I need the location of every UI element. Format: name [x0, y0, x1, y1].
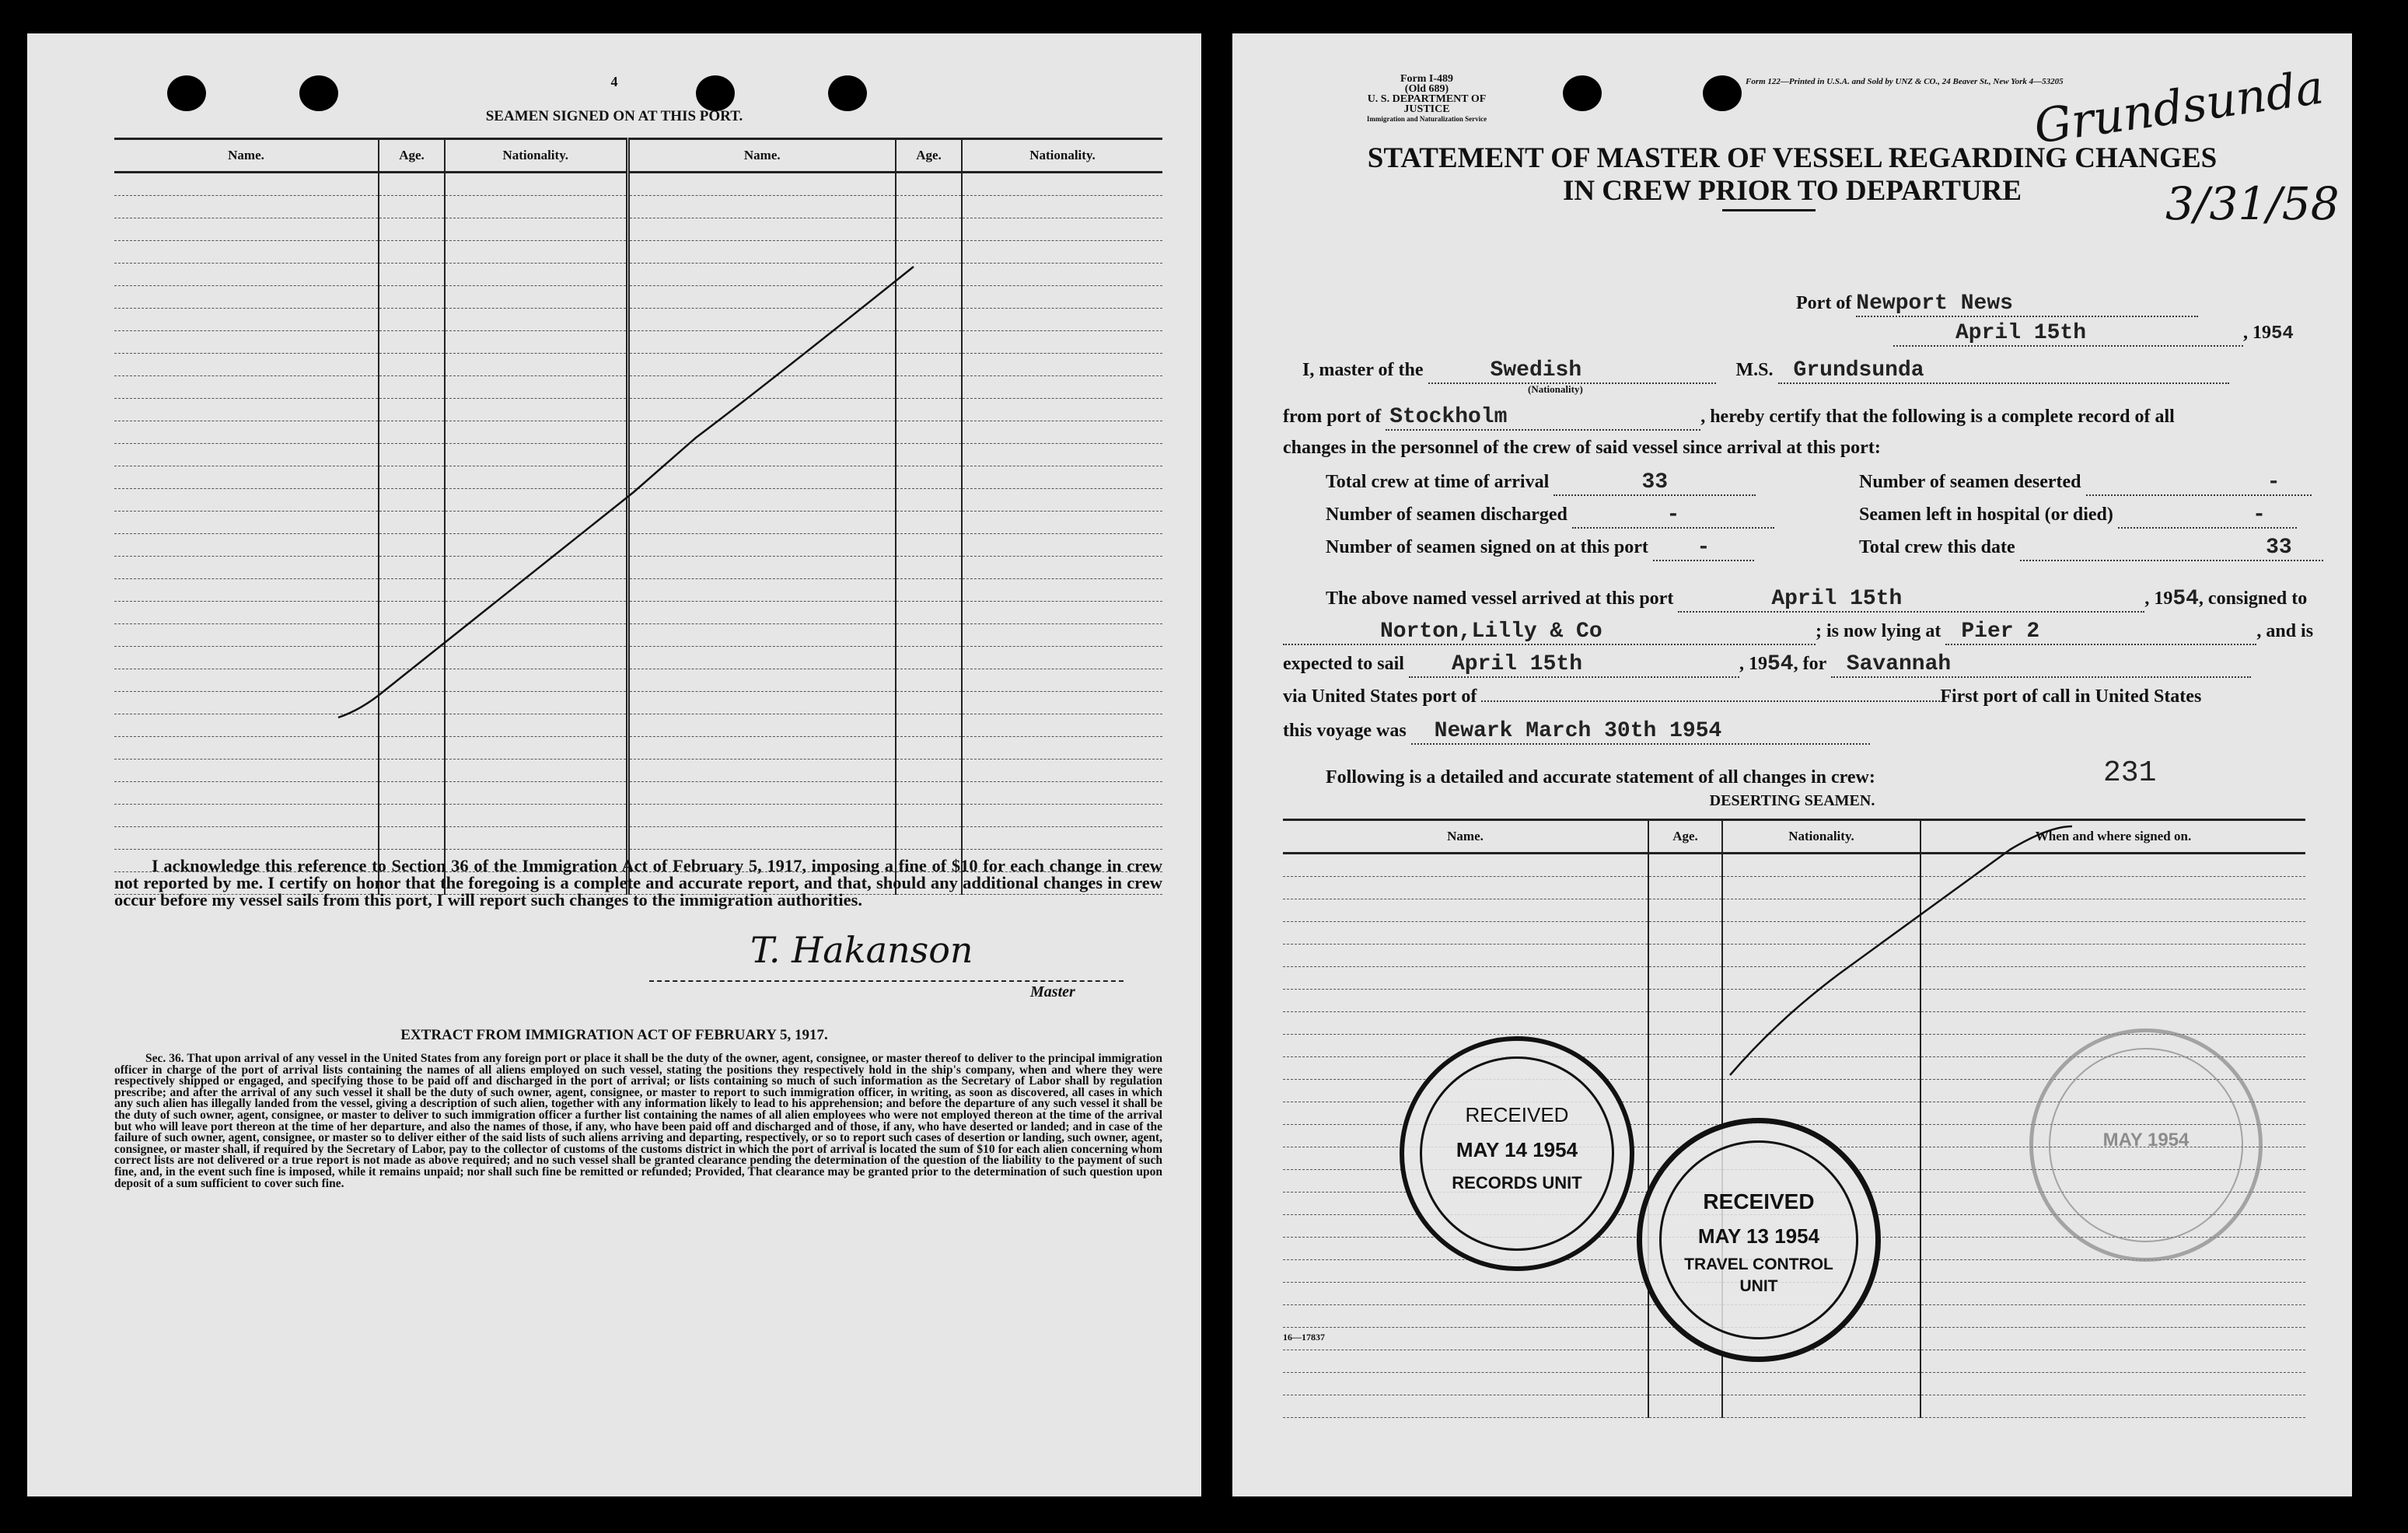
- and-is-label: , and is: [2256, 621, 2314, 641]
- arrived-row: The above named vessel arrived at this port April 15th , 1954, consigned to: [1326, 587, 2308, 611]
- year-suffix: 54: [2271, 323, 2294, 344]
- table-cell: [114, 827, 379, 850]
- first-port-label: First port of call in United States: [1940, 686, 2202, 707]
- col-name: Name.: [114, 139, 379, 173]
- handwritten-date: 3/31/58: [2165, 177, 2340, 230]
- col-name: Name.: [1283, 820, 1648, 854]
- table-cell: [1920, 1305, 2305, 1328]
- void-line: [27, 33, 1201, 811]
- extract-title: EXTRACT FROM IMMIGRATION ACT OF FEBRUARY 5, 1917.: [400, 1027, 828, 1043]
- stat-label: Seamen left in hospital (or died): [1859, 505, 2113, 525]
- signature-line: [649, 980, 1124, 982]
- nationality-value: Swedish: [1428, 358, 1716, 384]
- vessel-name: Grundsunda: [1778, 358, 2229, 384]
- changes-text: changes in the personnel of the crew of said vessel since arrival at this port:: [1283, 438, 1881, 458]
- consigned-label: , consigned to: [2198, 588, 2308, 609]
- table-cell: [1283, 1260, 1648, 1283]
- voyage-label: this voyage was: [1283, 721, 1407, 741]
- table-cell: [1283, 1373, 1648, 1395]
- stat-label: Number of seamen deserted: [1859, 472, 2081, 492]
- table-cell: [1283, 1350, 1648, 1373]
- table-title: SEAMEN SIGNED ON AT THIS PORT.: [485, 108, 743, 124]
- col-nationality: Nationality.: [445, 139, 627, 173]
- table-cell: [1283, 1305, 1648, 1328]
- stat-value: 33: [1553, 470, 1756, 496]
- stamp-date: MAY 13 1954: [1697, 1224, 1820, 1248]
- col-nationality: Nationality.: [1722, 820, 1920, 854]
- for-label: , for: [1793, 654, 1826, 674]
- table-cell: [445, 827, 627, 850]
- table-cell: [1920, 1395, 2305, 1418]
- table-cell: [1920, 1373, 2305, 1395]
- acknowledgement-text: I acknowledge this reference to Section 36 of the Immigration Act of February 5, 1917, imposing a fine of $10 for each change in crew not reported by me. I certify on honor that the foregoing is a complete and accurate report, and that, should any additional changes in crew occur before my vessel sails from this port, I will report such changes to the immigration authorities.: [114, 856, 1162, 910]
- table-cell: [1920, 1328, 2305, 1350]
- via-label: via United States port of: [1283, 686, 1477, 707]
- table-cell: [627, 827, 896, 850]
- following-label: Following is a detailed and accurate statement of all changes in crew:: [1326, 767, 1875, 787]
- stat-label: Number of seamen signed on at this port: [1326, 537, 1648, 557]
- stat-label: Total crew at time of arrival: [1326, 472, 1550, 492]
- stamp-unit: TRAVEL CONTROL: [1684, 1255, 1833, 1273]
- title-line-2: IN CREW PRIOR TO DEPARTURE: [1562, 175, 2022, 207]
- master-signature: T. Hakanson: [750, 929, 973, 971]
- deserting-title: DESERTING SEAMEN.: [1709, 792, 1875, 809]
- table-cell: [1648, 1350, 1722, 1373]
- master-of-label: I, master of the: [1302, 360, 1424, 380]
- table-cell: [1648, 1373, 1722, 1395]
- stat-value: -: [1653, 536, 1754, 561]
- table-cell: [1920, 1350, 2305, 1373]
- printer-note: Form 122—Printed in U.S.A. and Sold by UNZ & CO., 24 Beaver St., New York 4—53205: [1746, 77, 2064, 86]
- table-cell: [1920, 1260, 2305, 1283]
- for-value: Savannah: [1831, 652, 2251, 678]
- table-row: [1283, 1373, 2305, 1395]
- port-value: Newport News: [1856, 292, 2198, 317]
- stamp-unit: UNIT: [1739, 1277, 1778, 1295]
- left-page: [27, 33, 1201, 1496]
- lying-value: Pier 2: [1945, 620, 2256, 645]
- arrived-value: April 15th: [1678, 587, 2144, 613]
- col-name: Name.: [627, 139, 896, 173]
- stamp-received: RECEIVED: [1465, 1103, 1569, 1126]
- stamp-unit: RECORDS UNIT: [1452, 1173, 1582, 1193]
- year-prefix: 19: [1748, 654, 1767, 674]
- year-prefix: 19: [2154, 588, 2173, 609]
- form-id: Form I-489: [1400, 73, 1454, 85]
- extract-text: That upon arrival of any vessel in the United States from any foreign port or place it shall be the duty of the owner, agent, consignee, or master thereof to deliver to the principal immigration officer in charge of the port of arrival lists containing the names of all aliens employed on such vessel, stating the positions they respectively hold in the ship's company, when and where they were respectively shipped or engaged, and specifying those to be paid off and discharged in the port of arrival; or lists containing so much of such information as the Secretary of Labor shall by regulation prescribe; and after the arrival of any such vessel it shall be the duty of such owner, agent, consignee, or master to report to such immigration officer, in writing, as soon as discovered, all cases in which any such alien has illegally landed from the vessel, giving a description of such alien, together with any information likely to lead to his apprehension; and before the departure of any such vessel it shall be the duty of such owner, agent, consignee, or master to deliver to such immigration officer a further list containing the names of all alien employees who were not employed thereon at the time of the arrival but who will leave port thereon at the time of her departure, and also the names of those, if any, who have been paid off and discharged and of those, if any, who have deserted or landed; and in case of the failure of such owner, agent, consignee, or master so to deliver either of the said lists of such aliens arriving and departing, respectively, or so to report such cases of desertion or landing, such owner, agent, consignee, or master shall, if required by the Secretary of Labor, pay to the collector of customs of the customs district in which the port of arrival is located the sum of $10 for each alien concerning whom correct lists are not delivered or a true report is not made as above required; and no such vessel shall be granted clearance pending the determination of the question of the liability to the payment of such fine, and, in the event such fine is imposed, while it remains unpaid; nor shall such fine be remitted or refunded; Provided, That clearance may be granted prior to the determination of such question upon deposit of a sum sufficient to cover such fine.: [114, 1052, 1162, 1190]
- extract-body: [114, 1053, 1162, 1189]
- date-row: April 15th , 1954: [1893, 321, 2294, 347]
- table-cell: [1722, 1373, 1920, 1395]
- vessel-prefix: M.S.: [1735, 360, 1774, 380]
- stat-label: Total crew this date: [1859, 537, 2015, 557]
- table-cell: [1722, 1395, 1920, 1418]
- from-port-label: from port of: [1283, 407, 1382, 427]
- date-value: April 15th: [1893, 321, 2243, 347]
- table-cell: [962, 827, 1162, 850]
- stamp-date: MAY 14 1954: [1456, 1138, 1578, 1161]
- col-nationality: Nationality.: [962, 139, 1162, 173]
- port-label: Port of: [1796, 293, 1852, 313]
- table-cell: [379, 827, 445, 850]
- form-id-old: (Old 689): [1404, 83, 1449, 95]
- col-age: Age.: [896, 139, 962, 173]
- year-prefix: 19: [2252, 323, 2271, 343]
- expected-value: April 15th: [1409, 652, 1739, 678]
- agency-service: Immigration and Naturalization Service: [1366, 115, 1487, 123]
- table-row: [114, 827, 1162, 850]
- received-stamp-records: [1400, 1036, 1634, 1271]
- table-cell: [1283, 1283, 1648, 1305]
- stamp-received: RECEIVED: [1703, 1189, 1815, 1213]
- void-line: [1232, 33, 2352, 1122]
- year-suffix: 54: [1767, 652, 1794, 676]
- stamp-date: MAY 1954: [2102, 1130, 2190, 1151]
- table-cell: [1648, 1395, 1722, 1418]
- table-row: [1283, 1395, 2305, 1418]
- table-cell: [1920, 1283, 2305, 1305]
- col-signed-on: When and where signed on.: [1920, 820, 2305, 854]
- voyage-value: Newark March 30th 1954: [1411, 719, 1870, 745]
- col-age: Age.: [1648, 820, 1722, 854]
- right-page: [1232, 33, 2352, 1496]
- stat-value: -: [2118, 503, 2297, 529]
- table-cell: [1283, 1328, 1648, 1350]
- agency-name: U. S. DEPARTMENT OF JUSTICE: [1367, 93, 1487, 115]
- expected-row: expected to sail April 15th , 1954, for Savannah: [1283, 652, 2251, 678]
- master-label: Master: [1030, 983, 1075, 1000]
- stamped-number: 231: [2103, 756, 2157, 790]
- stat-value: 33: [2020, 536, 2323, 561]
- lying-label: ; is now lying at: [1816, 621, 1941, 641]
- certify-text: , hereby certify that the following is a complete record of all: [1700, 407, 2175, 427]
- page-number: 4: [610, 74, 618, 89]
- received-stamp-travel: [1637, 1118, 1881, 1362]
- handwritten-ship-name: Grundsunda: [2030, 60, 2327, 155]
- stat-label: Number of seamen discharged: [1326, 505, 1567, 525]
- year-suffix: 54: [2172, 587, 2199, 611]
- stat-value: -: [1572, 503, 1774, 529]
- section-label: Sec. 36.: [145, 1052, 184, 1065]
- nationality-caption: (Nationality): [1528, 383, 1583, 395]
- col-age: Age.: [379, 139, 445, 173]
- table-cell: [896, 827, 962, 850]
- footer-code: 16—17837: [1283, 1332, 1325, 1343]
- expected-label: expected to sail: [1283, 654, 1404, 674]
- from-port-value: Stockholm: [1386, 405, 1700, 431]
- received-stamp-faint: [2029, 1028, 2263, 1262]
- consignee-value: Norton,Lilly & Co: [1283, 620, 1816, 645]
- arrived-label: The above named vessel arrived at this port: [1326, 588, 1674, 609]
- table-cell: [1283, 1395, 1648, 1418]
- title-line-1: STATEMENT OF MASTER OF VESSEL REGARDING CHANGES: [1367, 142, 2218, 174]
- stat-value: -: [2086, 470, 2312, 496]
